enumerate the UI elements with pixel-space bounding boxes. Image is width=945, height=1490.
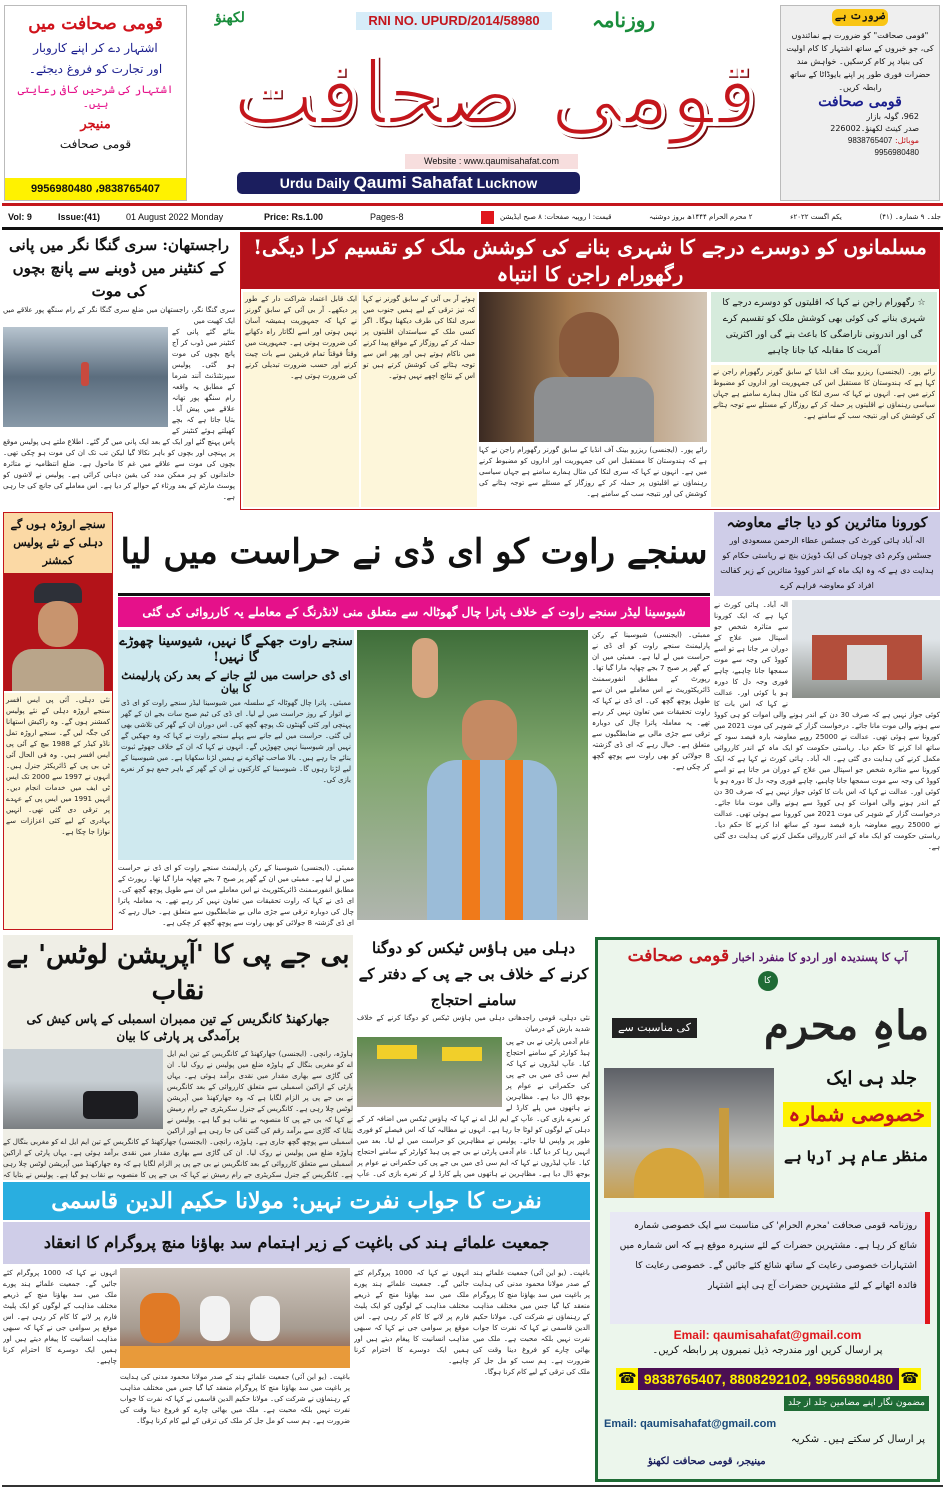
seminar-photo: [120, 1268, 350, 1368]
bjp-body: ہاوڑہ، رانچی۔ (ایجنسی) جھارکھنڈ کے کانگریس کے تین ایم ایل اے کو مغربی بنگال کے ہاوڑہ ضلع میں پولیس نے روک لیا۔ ان کی گاڑی سے بھاری مقدار میں نقدی برآمد ہوئی ہے۔ یہاں پارٹی کے اراکین اسمبلی سے متعلق کارروائی کے بعد کانگریس نے بی جے پی پر الزام لگایا ہے کہ وہ جھارکھنڈ میں آپریشن لوٹس چلا رہی ہے۔ کانگریس کے جنرل سکریٹری جے رام رمیش نے کہا کہ بی جے پی کا منصوبہ بے نقاب ہو گیا ہے۔ پولیس نے بتایا کہ: [3, 1138, 353, 1179]
left-ad-paper: قومی صحافت: [59, 137, 132, 151]
red-rule: [2, 203, 943, 206]
english-post: Lucknow: [472, 175, 538, 191]
raut-body1: ممبئی۔ پاترا چال گھوٹالہ کے سلسلہ میں شیوسینا لیڈر سنجے راوت کو ای ڈی نے اتوار کے روز حراست میں لے لیا۔ ای ڈی کی ٹیم صبح سات بجے ان کے گھر پہنچی اور کئی گھنٹوں تک پوچھ گچھ کی۔ اس دوران ان کے گھر کی تلاشی بھی لی گئی۔ حراست میں لیے جانے سے پہلے سنجے راوت نے کہا کہ وہ جھکیں گے نہیں اور شیوسینا نہیں چھوڑیں گے۔ انہوں نے کہا کہ ان کے خلاف جھوٹے ثبوت بنائے جا رہے ہیں۔ بالا صاحب ٹھاکرے نے ہمیں لڑنا سکھایا ہے۔ میں شیوسینا کے لیے لڑتا رہوں گا۔ شیوسینا کے کارکنوں نے ان کے گھر کے باہر جمع ہو کر نعرے بازی کی۔: [121, 699, 351, 784]
delhi-headline: دہلی میں ہاؤس ٹیکس کو دوگنا کرنے کے خلاف بی جے پی کے دفتر کے سامنے احتجاج: [358, 939, 589, 1009]
right-ad-box: [780, 5, 940, 201]
story-corona: [714, 512, 940, 930]
ad-muharram-title: ماہِ محرم: [763, 1002, 929, 1049]
urdu-price: قیمت: ا روپیہ صفحات: ۸ صبح ایڈیشن: [500, 213, 612, 221]
raut-strip: شیوسینا لیڈر سنجے راوت کے خلاف پاترا چال گھوٹالہ سے متعلق منی لانڈرنگ کے معاملے یہ کارروائی کی گئی: [118, 597, 710, 627]
ad-munasibat: کی مناسبت سے: [612, 1018, 697, 1038]
raghuram-body-col1: رائے پور۔ (ایجنسی) ریزرو بینک آف انڈیا کے سابق گورنر رگھورام راجن نے کہا ہے کہ ہندوستان کا مستقبل اس کی جمہوریت اور اداروں کو مضبوط کرنے میں ہے۔ انہوں نے کہا کہ سری لنکا کی مثال ہمارے سامنے ہے جہاں سیاسی رہنماؤں نے اقلیتوں پر حملہ کر کے روزگار کے مسئلے سے توجہ ہٹانے کی کوشش کی اور نتیجہ سب کے سامنے ہے۔: [479, 446, 707, 498]
roznama-label: روزنامہ: [592, 8, 656, 32]
delhi-body-side: عام آدمی پارٹی نے بی جے پی ہیڈ کوارٹر کے سامنے احتجاج کیا۔ عآپ لیڈروں نے کہا کہ ایم سی ڈی میں بی جے پی کی حکمرانی نے عوام پر بوجھ ڈال دیا ہے۔ مظاہرین نے ہاتھوں میں پلے کارڈ لے کر نعرے بازی کی۔ عآپ کے ایم ایل اے نے کہا کہ ہاؤس ٹیکس میں اضافہ کر کے دہلی کے لوگوں کو لوٹا جا رہا ہے۔ انہوں نے مطالبہ کیا کہ اس فیصلے کو فوری طور پر واپس لیا جائے۔ پولیس نے مظاہرین کو حراست میں لے لیا۔ بعد میں انہیں رہا کر دیا گیا۔: [357, 1038, 590, 1156]
rajasthan-headline: راجستھان: سری گنگا نگر میں پانی کے کنٹینر میں ڈوبنے سے پانچ بچوں کی موت: [9, 236, 229, 300]
story-raghuram: [240, 232, 940, 510]
raut-subbox: [118, 630, 354, 860]
ad-jald: جلد ہی ایک: [826, 1068, 917, 1089]
urdu-volume: جلد۔ ۹ شمارہ۔ (۴۱): [879, 213, 941, 221]
rajasthan-body-area: [3, 327, 235, 510]
right-ad-phone1: 9838765407: [847, 136, 893, 145]
corona-lead: الہ آباد ہائی کورٹ کی جسٹس عطاء الرحمن مسعودی اور جسٹس وکرم ڈی چوہان کی ایک ڈویژن بنچ نے ریاستی حکام کو ہدایت دی ہے کہ وہ ایک ماہ کے اندر کووڈ متاثرین کے زیر کفالت افراد کو معاوضہ فراہم کرے: [720, 535, 934, 590]
raut-sub1: سنجے راوت جھکے گا نہیں، شیوسینا چھوڑے گا نہیں!: [119, 634, 353, 666]
raghuram-photo: [479, 292, 707, 442]
bjp-headline: بی جے پی کا 'آپریشن لوٹس' بے نقاب: [6, 940, 350, 1006]
story-bjp: [3, 935, 353, 1180]
qasmi-body-2: انہوں نے کہا کہ 1000 پروگرام کئے جائیں گے۔ جمعیت علمائے ہند پورے ملک میں سد بھاؤنا منچ کے ذریعے مختلف مذاہب کے لوگوں کو ایک پلیٹ فارم پر لانے کا کام کر رہی ہے۔ اس موقع پر سوامی جی نے کہا کہ سبھی مذاہب انسانیت کا پیغام دیتے ہیں اور ہمیں ایک دوسرے کا احترام کرنا چاہیے۔: [354, 1269, 469, 1365]
rajasthan-lead: سری گنگا نگر، راجستھان میں ضلع سری گنگا نگر کے رام سنگھ پور علاقے میں ایک کھیت میں: [3, 306, 235, 325]
qasmi-body-left: انہوں نے کہا کہ 1000 پروگرام کئے جائیں گے۔ جمعیت علمائے ہند پورے ملک میں سد بھاؤنا منچ کے ذریعے مختلف مذاہب کے لوگوں کو ایک پلیٹ فارم پر لانے کا کام کر رہی ہے۔ اس موقع پر سوامی جی نے کہا کہ سبھی مذاہب انسانیت کا پیغام دیتے ہیں اور ہمیں ایک دوسرے کا احترام کرنا چاہیے۔: [3, 1269, 117, 1365]
ad-email-1: Email: qaumisahafat@gmail.com: [673, 1328, 862, 1342]
right-ad-addr2: صدر کینٹ لکھنؤ۔226002: [830, 124, 919, 133]
left-ad-box: [4, 5, 187, 201]
city-label: لکھنؤ: [215, 10, 245, 26]
raghuram-body-col3: ایک قابل اعتماد شراکت دار کے طور پر دیکھے۔ آر بی آئی کے سابق گورنر نے کہا کہ جمہوریت ہمیشہ آسان نہیں ہوتی اور اسے لگاتار راہ دکھانے کی ضرورت ہوتی ہے۔ جمہوریت میں وقتاً فوقتاً تمام فریقین سے بات چیت کرنے اور حسب ضرورت تبدیلی کرنے کی ضرورت ہوتی ہے۔: [243, 292, 359, 507]
left-ad-line1: اشتہار دے کر اپنے کاروبار: [33, 41, 158, 56]
right-ad-paper: قومی صحافت: [818, 93, 902, 110]
urdu-date: یکم اگست ۲۰۲۲ء: [790, 213, 842, 221]
english-pre: Urdu Daily: [279, 175, 354, 191]
raghuram-right-column: [711, 292, 937, 507]
pages: Pages-8: [370, 212, 404, 222]
qasmi-headline: نفرت کا جواب نفرت نہیں: مولانا حکیم الدین قاسمی: [3, 1182, 590, 1220]
raghuram-photo-column: [479, 292, 707, 507]
left-ad-manager: منیجر: [80, 116, 111, 132]
rni-number: RNI NO. UPURD/2014/58980: [356, 12, 552, 30]
delhi-body: عام آدمی پارٹی نے بی جے پی ہیڈ کوارٹر کے سامنے احتجاج کیا۔ عآپ لیڈروں نے کہا کہ ایم سی ڈی میں بی جے پی کی حکمرانی نے عوام پر بوجھ ڈال دیا ہے۔ مظاہرین نے ہاتھوں میں پلے کارڈ لے کر نعرے بازی کی۔ عآپ: [357, 1148, 590, 1178]
corona-body-area: [714, 600, 940, 931]
police-body: نئی دہلی۔ آئی پی ایس افسر سنجے اروڑہ دہلی کے نئے پولیس کمشنر ہوں گے۔ وہ راکیش استھانا کی جگہ لیں گے۔ سنجے اروڑہ تمل ناڈو کیڈر کے 1988 بیچ کے آئی پی ایس افسر ہیں۔ وہ فی الحال آئی ٹی بی پی کے ڈائریکٹر جنرل ہیں۔ انہوں نے 1997 سے 2000 تک ایس ٹی ایف میں خدمات انجام دیں۔ انہیں 1991 میں ایس پی کے عہدے پر ترقی دی گئی تھی۔ انہیں بہادری کے لیے کئی اعزازات سے نوازا جا چکا ہے۔: [4, 693, 112, 929]
issue: Issue:(41): [58, 212, 101, 222]
ad-manzar: منظر عام پر آرہا ہے: [784, 1147, 928, 1165]
bottom-rule: [2, 1485, 943, 1487]
delhi-body-area: [357, 1037, 590, 1180]
protest-photo: [357, 1037, 502, 1107]
raghuram-body-right: رائے پور۔ (ایجنسی) ریزرو بینک آف انڈیا کے سابق گورنر رگھورام راجن نے کہا ہے کہ ہندوستان کا مستقبل اس کی جمہوریت اور اداروں کو مضبوط کرنے میں ہے۔ انہوں نے کہا کہ سری لنکا کی مثال ہمارے سامنے ہے جہاں سیاسی رہنماؤں نے اقلیتوں پر حملہ کر کے روزگار کے مسئلے سے توجہ ہٹانے کی کوشش کی اور نتیجہ سب کے سامنے ہے۔: [711, 365, 937, 507]
corona-body: الہ آباد۔ ہائی کورٹ نے کہا ہے کہ ایک کورونا سے متاثرہ شخص جو اسپتال میں علاج کے دوران مر جاتا ہے تو اسے کووڈ کی وجہ سے موت سمجھا جانا چاہیے، چاہے فوری وجہ دل کا دورہ ہو یا کوئی اور۔ عدالت نے کہا کہ اس بات کا کوئی جواز نہیں ہے کہ صرف 30 دن کے اندر ہونے والی اموات کو ہی کووڈ سے ہونے والی موت مانا جائے۔ درخواست گزار کے شوہر کی موت 2021 میں کورونا سے ہوئی تھی۔ عدالت نے 25000 روپے معاوضہ بارہ فیصد سود کے ساتھ ادا کرنے کا حکم دیا۔ ریاستی حکومت کو ایک ماہ کے اندر کارروائی مکمل کرنے کی ہدایت دی گئی ہے۔: [714, 600, 940, 763]
rajasthan-body: بنائے گئے پانی کے کنٹینر میں ڈوب کر آج پانچ بچوں کی موت ہو گئی۔ پولیس سپرنٹنڈنٹ آنند شرما کے مطابق یہ واقعہ رام سنگھ پور تھانہ علاقے میں پیش آیا۔ بتایا جاتا ہے کہ بچے کھیلتے ہوئے کنٹینر کے پاس پہنچ گئے اور ایک کے بعد ایک پانی میں گر گئے۔ اطلاع ملتے ہی پولیس موقع پر پہنچی اور بچوں کو باہر نکالا گیا لیکن تب تک ان کی موت ہو چکی تھی۔ بچوں کی موت سے علاقے میں غم کا ماحول ہے۔ ضلع انتظامیہ نے متاثرہ خاندانوں کو ہر ممکن مدد کی یقین دہانی کرائی ہے۔ پولیس نے لاشوں کو پوسٹ مارٹم کے بعد ورثاء کے حوالے کر دیا ہے۔ اس معاملے کی جانچ کی جا رہی ہے۔: [3, 328, 235, 501]
website-label: Website : www.qaumisahafat.com: [405, 154, 578, 169]
wanted-badge: ضرورت ہے: [832, 9, 888, 26]
ad-writers: مضمون نگار اپنے مضامین جلد از جلد: [784, 1396, 929, 1411]
story-rajasthan: [3, 232, 235, 510]
left-ad-line2: اور تجارت کو فروغ دیجئے۔: [28, 62, 163, 77]
ad-send2: پر ارسال کر سکتے ہیں۔ شکریہ: [791, 1434, 925, 1445]
raghuram-headline: مسلمانوں کو دوسرے درجے کا شہری بنانے کی کوشش ملک کو تقسیم کرا دیگی! رگھورام راجن کا انتباہ: [241, 233, 939, 289]
bjp-body-area: [3, 1049, 353, 1180]
ad-top-line: آپ کا پسندیدہ اور اردو کا منفرد اخبار: [732, 951, 908, 964]
ad-phone-bar: [616, 1368, 921, 1390]
ad-send-text: پر ارسال کریں اور مندرجہ ذیل نمبروں پر رابطہ کریں۔: [652, 1345, 883, 1356]
sanjay-raut-photo: [357, 630, 588, 920]
qasmi-body-1: باغپت۔ (یو این آئی) جمعیت علمائے ہند کے صدر مولانا محمود مدنی کی ہدایت پر باغپت میں سد بھاؤنا منچ کا پروگرام منعقد کیا گیا جس میں مختلف مذاہب کے رہنماؤں نے شرکت کی۔ مولانا حکیم الدین قاسمی نے کہا کہ نفرت کا جواب نفرت نہیں بلکہ محبت ہے۔ ملک میں بھائی چارے کو فروغ دینا وقت کی ضرورت ہے۔ ہم سب کو مل جل کر ملک کی ترقی کے لیے کام کرنا ہوگا۔: [473, 1269, 590, 1376]
urdu-info-group: [500, 208, 941, 226]
qasmi-body-under: باغپت۔ (یو این آئی) جمعیت علمائے ہند کے صدر مولانا محمود مدنی کی ہدایت پر باغپت میں سد بھاؤنا منچ کا پروگرام منعقد کیا گیا جس میں مختلف مذاہب کے رہنماؤں نے شرکت کی۔ مولانا حکیم الدین قاسمی نے کہا کہ نفرت کا جواب نفرت نہیں بلکہ محبت ہے۔ ملک میں بھائی چارے کو فروغ دینا وقت کی ضرورت ہے۔ ہم سب کو مل جل کر ملک کی ترقی کے لیے کام کرنا ہوگا۔: [120, 1373, 350, 1425]
left-ad-phones: 9956980480 ،9838765407: [5, 178, 186, 200]
muharram-ad: [595, 937, 940, 1482]
left-ad-line3: اشتہار کی شرحیں کافی رعایتی ہیں۔: [17, 83, 174, 110]
mobile-label: موبائل:: [894, 136, 919, 145]
bjp-subheadline: جھارکھنڈ کانگریس کے تین ممبران اسمبلی کے پاس کیش کی برآمدگی پر پارٹی کا بیان: [26, 1012, 330, 1043]
right-ad-phone2: 9956980480: [874, 148, 919, 157]
ad-paper-name: قومی صحافت: [627, 946, 730, 966]
raghuram-columns: [241, 289, 939, 509]
phone-icon: ☎: [618, 1369, 637, 1387]
date: 01 August 2022 Monday: [126, 212, 224, 222]
corona-header-box: [714, 512, 940, 596]
bjp-body-side: ہاوڑہ، رانچی۔ (ایجنسی) جھارکھنڈ کے کانگریس کے تین ایم ایل اے کو مغربی بنگال کے ہاوڑہ ضلع میں پولیس نے روک لیا۔ ان کی گاڑی سے بھاری مقدار میں نقدی برآمد ہوئی ہے۔ یہاں پارٹی کے اراکین اسمبلی سے متعلق کارروائی کے بعد کانگریس نے بی جے پی پر الزام لگایا ہے کہ وہ جھارکھنڈ میں آپریشن لوٹس چلا رہی ہے۔ کانگریس کے جنرل سکریٹری جے رام رمیش نے کہا کہ بی جے پی کا منصوبہ بے نقاب ہو گیا ہے۔ پولیس نے بتایا کہ گاڑی سے برآمد رقم کی گنتی کی جا رہی ہے اور اراکین اسمبلی سے پوچھ گچھ جاری ہے۔: [167, 1050, 353, 1146]
raghuram-body-col2: ہوئے آر بی آئی کے سابق گورنر نے کہا کہ تیز ترقی کے لیے ہمیں جنوب میں سری لنکا کی طرف دیکھنا ہوگا۔ اگر کسی ملک کے سیاستدان اقلیتوں پر حملہ کر کے روزگار کے مواقع پیدا کرنے میں ناکام ہوتے ہیں اور پھر اس سے توجہ ہٹانے کی کوشش کرتے ہیں تو اس کے نتائج اچھے نہیں ہوتے۔: [361, 292, 477, 507]
raut-body1-cont: ممبئی۔ (ایجنسی) شیوسینا کے رکن پارلیمنٹ سنجے راوت کو ای ڈی نے حراست میں لے لیا ہے۔ ممبئی میں ان کے گھر پر صبح 7 بجے چھاپہ مارا گیا تھا۔ رپورٹ کے مطابق انفورسمنٹ ڈائریکٹوریٹ نے اس معاملے میں ان سے طویل پوچھ گچھ کی۔ ای ڈی نے کہا کہ راوت تحقیقات میں تعاون نہیں کر رہے تھے۔ یہ معاملہ پاترا چال کی دوبارہ ترقی سے جڑی مالی بے ضابطگیوں سے متعلق ہے۔ خیال رہے کہ ای ڈی گزشتہ 8 جولائی کو بھی راوت سے پوچھ گچھ کر چکی ہے۔: [118, 864, 354, 927]
police-checkpoint-photo: [3, 1049, 163, 1129]
police-headline: سنجے اروڑہ ہوں گے دہلی کے نئے پولیس کمشنر: [4, 513, 112, 573]
ad-ka-badge: کا: [758, 971, 778, 991]
drowning-photo: [3, 327, 168, 427]
raut-headline: سنجے راوت کو ای ڈی نے حراست میں لیا: [120, 532, 708, 572]
volume: Vol: 9: [8, 212, 32, 222]
police-commissioner-photo: [4, 573, 112, 691]
black-rule: [2, 227, 943, 230]
raghuram-highlight: ☆ رگھورام راجن نے کہا کہ اقلیتوں کو دوسرے درجے کا شہری بنانے کی کوئی بھی کوشش ملک کو تقسیم کرے گی اور اندرونی ناراضگی کا باعث بنے گی اور اکثریتی آمریت کا مقابلہ کیا جانا چاہیے: [711, 292, 937, 362]
raut-body2: ممبئی۔ (ایجنسی) شیوسینا کے رکن پارلیمنٹ سنجے راوت کو ای ڈی نے حراست میں لے لیا ہے۔ ممبئی میں ان کے گھر پر صبح 7 بجے چھاپہ مارا گیا تھا۔ رپورٹ کے مطابق انفورسمنٹ ڈائریکٹوریٹ نے اس معاملے میں ان سے طویل پوچھ گچھ کی۔ ای ڈی نے کہا کہ راوت تحقیقات میں تعاون نہیں کر رہے تھے۔ یہ معاملہ پاترا چال کی دوبارہ ترقی سے جڑی مالی بے ضابطگیوں سے متعلق ہے۔ خیال رہے کہ ای ڈی گزشتہ 8 جولائی کو بھی راوت سے پوچھ گچھ کر چکی ہے۔: [592, 631, 710, 771]
ad-email-2: Email: qaumisahafat@gmail.com: [604, 1418, 777, 1430]
story-delhi: [357, 935, 590, 1180]
phone-icon-right: ☎: [900, 1369, 919, 1387]
newspaper-logo: قومی صحافت: [232, 41, 758, 145]
shrine-photo: [604, 1068, 774, 1198]
price: Price: Rs.1.00: [264, 212, 324, 222]
red-square: [481, 211, 494, 224]
delhi-lead: نئی دہلی، قومی راجدھانی دہلی میں ہاؤس ٹیکس کو دوگنا کرنے کے خلاف شدید بارش کے درمیان: [357, 1014, 590, 1033]
right-ad-body: "قومی صحافت" کو ضرورت ہے نمائندوں کی، جو خبروں کے ساتھ اشتہار کا کام اولیت کی بنیاد پر کام کرسکیں۔ خواہش مند حضرات فوری طور پر اپنے بایوڈاٹا کے ساتھ رابطہ کریں۔: [786, 30, 934, 92]
high-court-photo: [792, 600, 940, 698]
raut-sub2: ای ڈی حراست میں لئے جانے کے بعد رکن پارلیمنٹ کا بیان: [121, 668, 351, 696]
info-bar: [4, 208, 941, 226]
corona-headline: کورونا متاثرین کو دیا جائے معاوضہ: [726, 515, 928, 531]
qasmi-subheadline: جمعیت علمائے ہند کی باغپت کے زیر اہتمام سد بھاؤنا منچ پروگرام کا انعقاد: [3, 1222, 590, 1264]
right-ad-addr1: 962، گولہ بازار: [866, 112, 919, 121]
ad-notice: روزنامہ قومی صحافت 'محرم الحرام' کی مناسبت سے ایک خصوصی شمارہ شائع کر رہا ہے۔ مشتہرین حضرات کے لئے سنہرہ موقع ہے کہ اس شمارہ میں اشتہارات خصوصی رعایت کے ساتھ شائع کئے جائیں گے۔ خصوصی رعایت کا فائدہ اٹھانے کے لئے مشتہرین حضرات آج ہی اپنے اشتہار: [610, 1212, 930, 1324]
english-name: Qaumi Sahafat: [353, 173, 473, 192]
raut-rule: [118, 593, 710, 596]
story-police: [3, 512, 113, 930]
urdu-hijri: ۲ محرم الحرام ۱۴۴۴ھ بروز دوشنبہ: [649, 213, 753, 221]
corona-body-side: الہ آباد۔ ہائی کورٹ نے کہا ہے کہ ایک کورونا سے متاثرہ شخص جو اسپتال میں علاج کے دوران مر جاتا ہے تو اسے کووڈ کی وجہ سے موت سمجھا جانا چاہیے، چاہے فوری وجہ دل کا دورہ ہو یا کوئی اور۔ عدالت نے کہا کہ اس بات کا کوئی جواز نہیں ہے کہ صرف 30 دن کے اندر ہونے والی اموات کو ہی کووڈ سے ہونے والی موت مانا جائے۔ درخواست گزار کے شوہر کی موت 2021 میں کورونا سے ہوئی تھی۔ عدالت نے 25000 روپے معاوضہ بارہ فیصد سود کے ساتھ ادا کرنے کا حکم دیا۔ ریاستی حکومت کو ایک ماہ کے اندر کارروائی مکمل کرنے کی ہدایت دی گئی ہے۔: [714, 754, 940, 851]
ad-phones: 9838765407, 8808292102, 9956980480: [638, 1368, 899, 1390]
english-title-bar: [237, 172, 580, 194]
ad-manager: مینیجر، قومی صحافت لکھنؤ: [648, 1456, 766, 1467]
left-ad-title: قومی صحافت میں: [28, 14, 163, 34]
ad-khasusi: خصوصی شمارہ: [783, 1102, 931, 1127]
